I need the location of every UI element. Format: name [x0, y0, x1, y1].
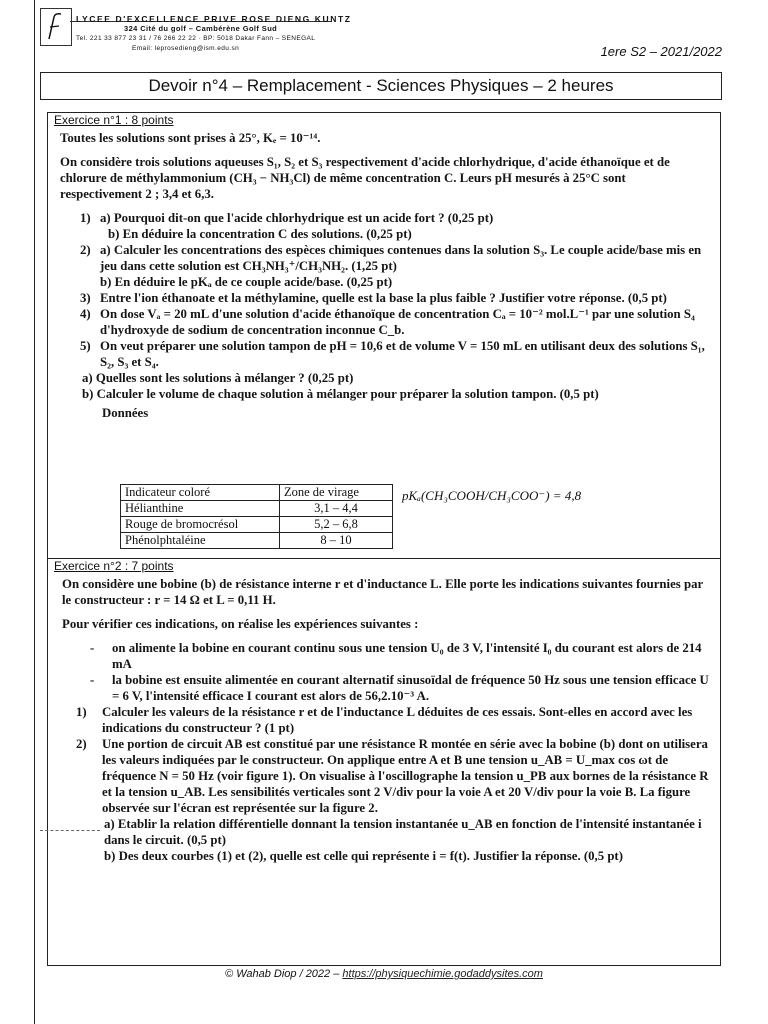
q-number: 3) [80, 291, 91, 305]
ex1-q3 [60, 290, 710, 306]
q-number: 1) [80, 211, 91, 225]
ex1-q2b: b) En déduire le pKₐ de ce couple acide/base. (0,25 pt) [100, 275, 393, 289]
ex1-q5b: b) Calculer le volume de chaque solution à mélanger pour préparer la solution tampon. (0,5 pt) [82, 387, 599, 401]
table-row [121, 533, 393, 549]
table-cell: 8 – 10 [280, 533, 393, 549]
ex2-exp1-text: on alimente la bobine en courant continu sous une tension U₀ de 3 V, l'intensité I₀ du courant est alors de 214 mA [112, 641, 702, 671]
ex1-donnees: Données [102, 406, 149, 420]
pka-note: pKₐ(CH₃COOH/CH₃COO⁻) = 4,8 [402, 488, 582, 503]
table-row [121, 517, 393, 533]
q-number: 2) [80, 243, 91, 257]
q-number: 1) [76, 705, 87, 719]
margin-dotted-line [40, 830, 100, 831]
footer [0, 968, 768, 980]
table-cell: 5,2 – 6,8 [280, 517, 393, 533]
q-number: 2) [76, 737, 87, 751]
exercise2-content [62, 576, 712, 864]
ex1-q5-text: On veut préparer une solution tampon de pH = 10,6 et de volume V = 150 mL en utilisant deux des solutions S₁, S₂, S₃ et S₄. [100, 339, 705, 369]
ex1-q4 [60, 306, 710, 338]
ex2-q1-text: Calculer les valeurs de la résistance r et de l'inductance L déduites de ces essais. Sont-elles en accord avec les indications du constructeur ? (1 pt) [102, 705, 693, 735]
exercise2-heading: Exercice n°2 : 7 points [54, 559, 174, 573]
margin-line [34, 0, 35, 1024]
table-cell: Hélianthine [121, 501, 280, 517]
ex2-exp2-text: la bobine est ensuite alimentée en courant alternatif sinusoïdal de fréquence 50 Hz sous une tension efficace U = 6 V, l'intensité efficace I courant est alors de 56,2.10⁻³ A. [112, 673, 709, 703]
q-number: 5) [80, 339, 91, 353]
school-tel: Tel. 221 33 877 23 31 / 76 266 22 22 · BP: 5018 Dakar Fann – SENEGAL [76, 35, 316, 42]
ex2-q2a: a) Etablir la relation différentielle donnant la tension instantanée u_AB en fonction de l'intensité instantanée i dans le circuit. (0,5 pt) [104, 817, 702, 847]
ex1-q1b: b) En déduire la concentration C des solutions. (0,25 pt) [108, 227, 412, 241]
school-logo [40, 8, 72, 46]
ex2-verify: Pour vérifier ces indications, on réalise les expériences suivantes : [62, 617, 419, 631]
ex1-q2a: a) Calculer les concentrations des espèces chimiques contenues dans la solution S₃. Le couple acide/base mis en jeu dans cette solution est CH₃NH₃⁺/CH₃NH₂. (1,25 pt) [100, 243, 702, 273]
ex1-intro2: On considère trois solutions aqueuses S₁, S₂ et S₃ respectivement d'acide chlorhydrique, d'acide éthanoïque et de chlorure de méthylammonium (CH₃ − NH₃Cl) de même concentration C. Leurs pH mesurés à 25°C sont respectivement 2 ; 3,4 et 6,3. [60, 155, 670, 201]
school-info [76, 14, 352, 54]
class-year: 1ere S2 – 2021/2022 [600, 44, 722, 59]
exercise1-content [60, 130, 710, 421]
table-cell: 3,1 – 4,4 [280, 501, 393, 517]
ex1-q2 [60, 242, 710, 290]
ex2-q2-text: Une portion de circuit AB est constitué par une résistance R montée en série avec la bobine (b) dont on utilisera les valeurs indiquées par le constructeur. On applique entre A et B une tension u_AB = U_max cos ωt de fréquence N = 50 Hz (voir figure 1). On visualise à l'oscillographe la tension u_PB aux bornes de la résistance R et la tension u_AB. Les sensibilités verticales sont 2 V/div pour la voie A et 20 V/div pour la voie B. La figure observée sur l'écran est représentée sur la figure 2. [102, 737, 709, 815]
q-number: 4) [80, 307, 91, 321]
exercise1-heading: Exercice n°1 : 8 points [54, 113, 174, 127]
ex1-q1a: a) Pourquoi dit-on que l'acide chlorhydrique est un acide fort ? (0,25 pt) [100, 211, 494, 225]
ex2-exp2 [62, 672, 712, 704]
table-cell: Phénolphtaléine [121, 533, 280, 549]
ex1-q5a: a) Quelles sont les solutions à mélanger ? (0,25 pt) [82, 371, 354, 385]
exam-title: Devoir n°4 – Remplacement - Sciences Physiques – 2 heures [40, 72, 722, 100]
table-header: Indicateur coloré [121, 485, 280, 501]
indicator-table [120, 484, 393, 549]
table-header: Zone de virage [280, 485, 393, 501]
ex2-q1 [62, 704, 712, 736]
ex2-exp1 [62, 640, 712, 672]
ex2-q2 [62, 736, 712, 816]
table-cell: Rouge de bromocrésol [121, 517, 280, 533]
footer-link[interactable]: https://physiquechimie.godaddysites.com [342, 968, 543, 980]
ex1-q5 [60, 338, 710, 370]
ex1-q1 [60, 210, 710, 242]
ex2-q2b: b) Des deux courbes (1) et (2), quelle est celle qui représente i = f(t). Justifier la réponse. (0,5 pt) [104, 849, 623, 863]
table-row [121, 501, 393, 517]
ex1-q3-text: Entre l'ion éthanoate et la méthylamine, quelle est la base la plus faible ? Justifier votre réponse. (0,5 pt) [100, 291, 667, 305]
ex1-intro1: Toutes les solutions sont prises à 25°, Kₑ = 10⁻¹⁴. [60, 131, 321, 145]
dash-marker: - [90, 673, 95, 687]
table-header-row [121, 485, 393, 501]
school-email: Email: leprosedieng@ism.edu.sn [132, 45, 240, 52]
footer-credit: © Wahab Diop / 2022 – [225, 968, 340, 980]
school-name: LYCEE D'EXCELLENCE PRIVE ROSE DIENG KUNTZ [76, 14, 352, 24]
ex2-intro: On considère une bobine (b) de résistance interne r et d'inductance L. Elle porte les indications suivantes fournies par le constructeur : r = 14 Ω et L = 0,11 H. [62, 577, 703, 607]
ex1-q4-text: On dose Vₐ = 20 mL d'une solution d'acide éthanoïque de concentration Cₐ = 10⁻² mol.L⁻¹ par une solution S₄ d'hydroxyde de sodium de concentration inconnue C_b. [100, 307, 695, 337]
school-address: 324 Cité du golf – Cambérène Golf Sud [124, 24, 278, 33]
dash-marker: - [90, 641, 95, 655]
